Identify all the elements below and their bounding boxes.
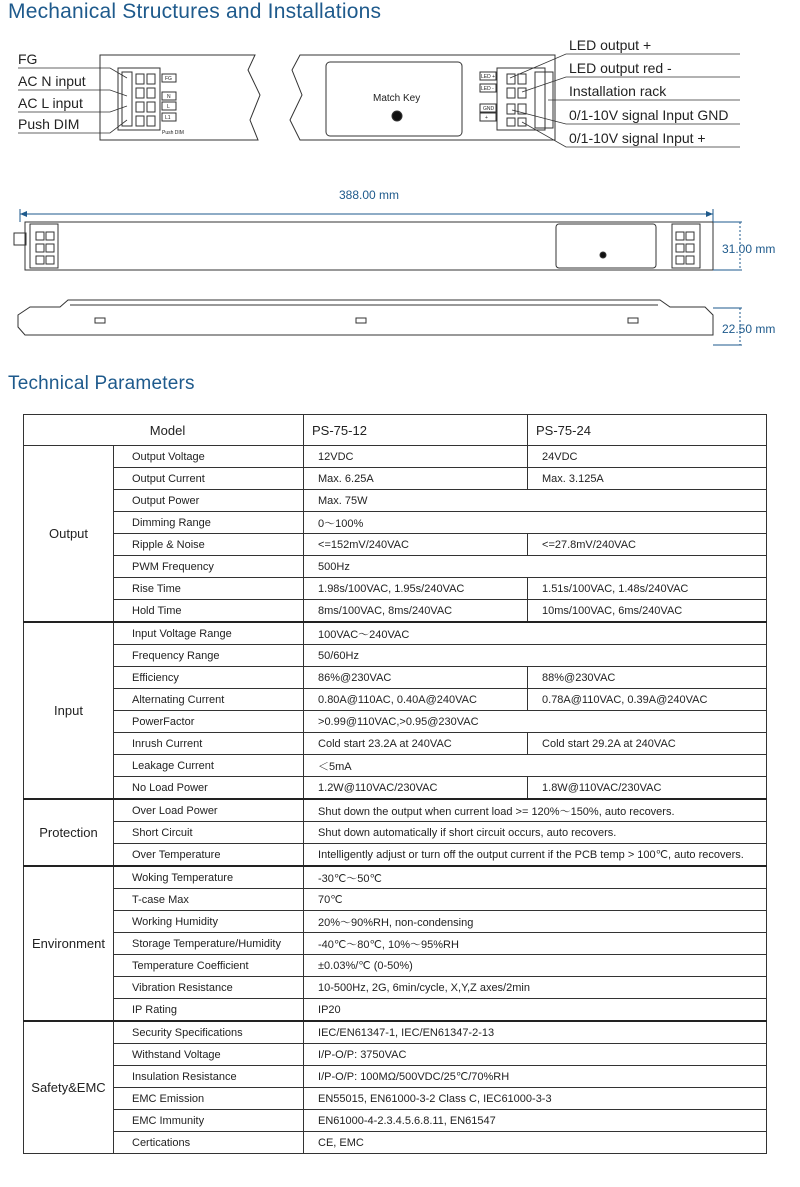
parameter-name: Certications xyxy=(114,1132,304,1154)
table-row xyxy=(24,600,767,623)
parameter-value: IP20 xyxy=(304,999,767,1022)
table-row xyxy=(24,1066,767,1088)
spec-table xyxy=(23,414,767,1154)
label-signal-plus: 0/1-10V signal Input + xyxy=(569,130,706,146)
parameter-name: IP Rating xyxy=(114,999,304,1022)
terminal-gnd: GND xyxy=(483,106,495,112)
parameter-value: CE, EMC xyxy=(304,1132,767,1154)
parameter-name: Efficiency xyxy=(114,667,304,689)
table-row xyxy=(24,1110,767,1132)
group-label: Input xyxy=(24,622,114,799)
parameter-value: 1.98s/100VAC, 1.95s/240VAC xyxy=(304,578,528,600)
table-row xyxy=(24,1044,767,1066)
table-row xyxy=(24,711,767,733)
match-key-label: Match Key xyxy=(373,93,421,104)
table-row xyxy=(24,1132,767,1154)
table-row xyxy=(24,822,767,844)
table-row xyxy=(24,534,767,556)
table-row xyxy=(24,468,767,490)
label-push-dim: Push DIM xyxy=(18,116,80,132)
parameter-value: Max. 6.25A xyxy=(304,468,528,490)
tech-params-title: Technical Parameters xyxy=(8,373,195,394)
parameter-value: 8ms/100VAC, 8ms/240VAC xyxy=(304,600,528,623)
parameter-name: Output Voltage xyxy=(114,446,304,468)
table-row xyxy=(24,866,767,889)
parameter-name: No Load Power xyxy=(114,777,304,800)
parameter-value-model-2: Max. 3.125A xyxy=(528,468,767,490)
parameter-value: 20%～90%RH, non-condensing xyxy=(304,911,767,933)
parameter-name: Short Circuit xyxy=(114,822,304,844)
table-row xyxy=(24,977,767,999)
table-row xyxy=(24,622,767,645)
terminal-n: N xyxy=(167,94,171,100)
terminal-l: L xyxy=(167,104,170,110)
parameter-name: Woking Temperature xyxy=(114,866,304,889)
parameter-name: Ripple & Noise xyxy=(114,534,304,556)
parameter-name: Temperature Coefficient xyxy=(114,955,304,977)
parameter-value: I/P-O/P: 3750VAC xyxy=(304,1044,767,1066)
parameter-name: Storage Temperature/Humidity xyxy=(114,933,304,955)
parameter-name: Dimming Range xyxy=(114,512,304,534)
table-row xyxy=(24,777,767,800)
parameter-value-model-2: 0.78A@110VAC, 0.39A@240VAC xyxy=(528,689,767,711)
table-row xyxy=(24,911,767,933)
group-label: Safety&EMC xyxy=(24,1021,114,1154)
parameter-name: Withstand Voltage xyxy=(114,1044,304,1066)
parameter-name: PWM Frequency xyxy=(114,556,304,578)
parameter-name: Vibration Resistance xyxy=(114,977,304,999)
parameter-name: Leakage Current xyxy=(114,755,304,777)
table-row xyxy=(24,755,767,777)
table-row xyxy=(24,955,767,977)
parameter-value: Shut down the output when current load >= 120%～150%, auto recovers. xyxy=(304,799,767,822)
parameter-name: T-case Max xyxy=(114,889,304,911)
parameter-value-model-2: 88%@230VAC xyxy=(528,667,767,689)
label-led-plus: LED output + xyxy=(569,37,652,53)
label-fg: FG xyxy=(18,51,38,67)
parameter-name: PowerFactor xyxy=(114,711,304,733)
parameter-value: Cold start 23.2A at 240VAC xyxy=(304,733,528,755)
table-row xyxy=(24,490,767,512)
parameter-value-model-2: 1.8W@110VAC/230VAC xyxy=(528,777,767,800)
table-row xyxy=(24,733,767,755)
parameter-value: -30℃～50℃ xyxy=(304,866,767,889)
parameter-value: Max. 75W xyxy=(304,490,767,512)
parameter-value: EN55015, EN61000-3-2 Class C, IEC61000-3-3 xyxy=(304,1088,767,1110)
parameter-name: EMC Emission xyxy=(114,1088,304,1110)
parameter-name: Frequency Range xyxy=(114,645,304,667)
table-row xyxy=(24,556,767,578)
table-row xyxy=(24,999,767,1022)
table-row xyxy=(24,667,767,689)
table-row xyxy=(24,844,767,867)
parameter-value-model-2: 1.51s/100VAC, 1.48s/240VAC xyxy=(528,578,767,600)
parameter-value: 12VDC xyxy=(304,446,528,468)
table-row xyxy=(24,689,767,711)
driver-side-view xyxy=(18,300,742,345)
dimension-width: 31.00 mm xyxy=(722,242,776,256)
parameter-value: 500Hz xyxy=(304,556,767,578)
parameter-name: Over Load Power xyxy=(114,799,304,822)
spec-body xyxy=(24,446,767,1154)
driver-length-view xyxy=(14,209,742,270)
parameter-value: 1.2W@110VAC/230VAC xyxy=(304,777,528,800)
header-model-2: PS-75-24 xyxy=(528,415,767,446)
parameter-name: Security Specifications xyxy=(114,1021,304,1044)
parameter-value: I/P-O/P: 100MΩ/500VDC/25℃/70%RH xyxy=(304,1066,767,1088)
table-row xyxy=(24,645,767,667)
parameter-value: EN61000-4-2.3.4.5.6.8.11, EN61547 xyxy=(304,1110,767,1132)
table-row xyxy=(24,446,767,468)
parameter-name: Output Power xyxy=(114,490,304,512)
terminal-fg: FG xyxy=(165,76,172,82)
parameter-value-model-2: Cold start 29.2A at 240VAC xyxy=(528,733,767,755)
parameter-value: Intelligently adjust or turn off the output current if the PCB temp > 100℃, auto recovers. xyxy=(304,844,767,867)
parameter-name: EMC Immunity xyxy=(114,1110,304,1132)
terminal-led-minus: LED - xyxy=(481,86,494,92)
parameter-name: Alternating Current xyxy=(114,689,304,711)
parameter-value-model-2: 10ms/100VAC, 6ms/240VAC xyxy=(528,600,767,623)
label-ac-l: AC L input xyxy=(18,95,83,111)
parameter-value: IEC/EN61347-1, IEC/EN61347-2-13 xyxy=(304,1021,767,1044)
parameter-value: 50/60Hz xyxy=(304,645,767,667)
parameter-name: Rise Time xyxy=(114,578,304,600)
label-led-minus: LED output red - xyxy=(569,60,672,76)
parameter-name: Working Humidity xyxy=(114,911,304,933)
group-label: Output xyxy=(24,446,114,623)
parameter-name: Inrush Current xyxy=(114,733,304,755)
table-row xyxy=(24,578,767,600)
header-row xyxy=(24,415,767,446)
table-row xyxy=(24,799,767,822)
table-row xyxy=(24,889,767,911)
label-signal-gnd: 0/1-10V signal Input GND xyxy=(569,107,729,123)
parameter-name: Hold Time xyxy=(114,600,304,623)
table-row xyxy=(24,1021,767,1044)
header-model: Model xyxy=(24,415,304,446)
parameter-value: 0.80A@110AC, 0.40A@240VAC xyxy=(304,689,528,711)
parameter-value: Shut down automatically if short circuit occurs, auto recovers. xyxy=(304,822,767,844)
terminal-plus: + xyxy=(485,115,488,121)
table-row xyxy=(24,1088,767,1110)
dimension-height: 22.50 mm xyxy=(722,322,776,336)
parameter-value: <=152mV/240VAC xyxy=(304,534,528,556)
parameter-value: 86%@230VAC xyxy=(304,667,528,689)
header-model-1: PS-75-12 xyxy=(304,415,528,446)
table-row xyxy=(24,512,767,534)
mechanical-title: Mechanical Structures and Installations xyxy=(8,0,382,23)
parameter-value: ±0.03%/℃ (0-50%) xyxy=(304,955,767,977)
parameter-name: Insulation Resistance xyxy=(114,1066,304,1088)
parameter-name: Over Temperature xyxy=(114,844,304,867)
parameter-value: -40℃～80℃, 10%～95%RH xyxy=(304,933,767,955)
parameter-value: ＜5mA xyxy=(304,755,767,777)
mechanical-drawing xyxy=(0,0,800,360)
group-label: Environment xyxy=(24,866,114,1021)
dimension-length: 388.00 mm xyxy=(339,188,400,202)
parameter-value: 0～100% xyxy=(304,512,767,534)
parameter-name: Output Current xyxy=(114,468,304,490)
parameter-value: >0.99@110VAC,>0.95@230VAC xyxy=(304,711,767,733)
parameter-value: 100VAC～240VAC xyxy=(304,622,767,645)
group-label: Protection xyxy=(24,799,114,866)
parameter-name: Input Voltage Range xyxy=(114,622,304,645)
terminal-l1: L1 xyxy=(165,115,171,121)
terminal-led-plus: LED + xyxy=(481,74,496,80)
parameter-value-model-2: <=27.8mV/240VAC xyxy=(528,534,767,556)
parameter-value: 70℃ xyxy=(304,889,767,911)
push-dim-mark: Push DIM xyxy=(162,130,184,136)
table-row xyxy=(24,933,767,955)
label-ac-n: AC N input xyxy=(18,73,86,89)
parameter-value-model-2: 24VDC xyxy=(528,446,767,468)
parameter-value: 10-500Hz, 2G, 6min/cycle, X,Y,Z axes/2min xyxy=(304,977,767,999)
label-installation-rack: Installation rack xyxy=(569,83,667,99)
